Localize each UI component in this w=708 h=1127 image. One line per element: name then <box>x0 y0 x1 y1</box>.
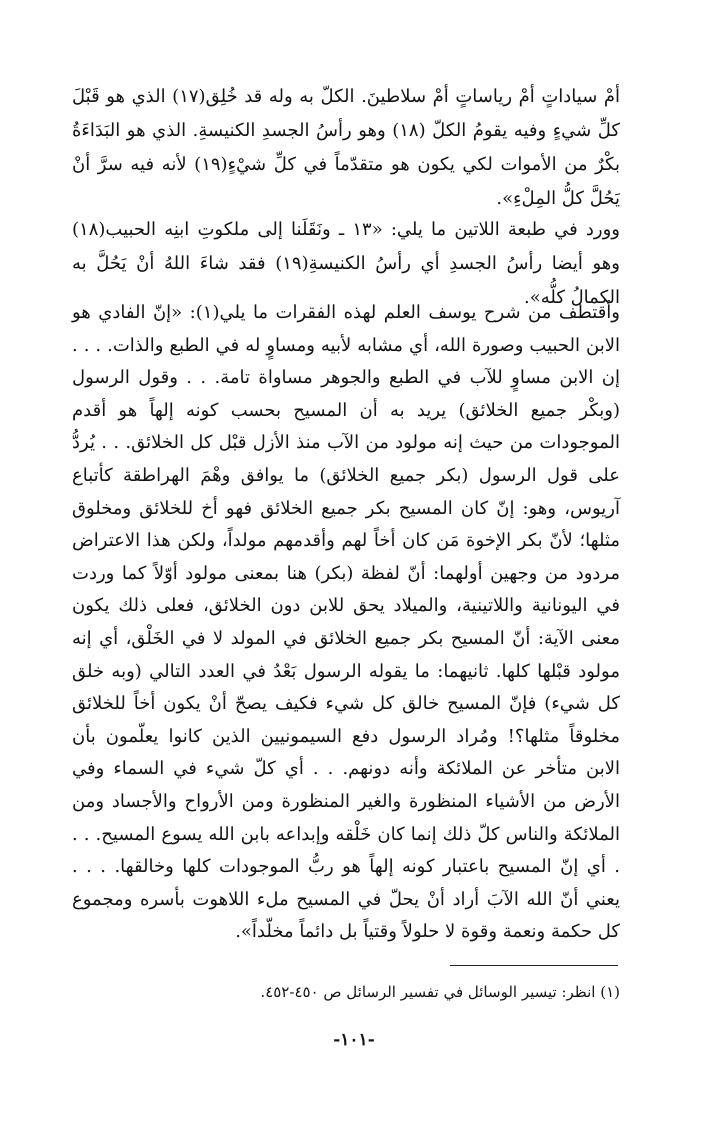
paragraph-latin-edition: وورد في طبعة اللاتين ما يلي: «١٣ ـ ونَقَلَنا إلى ملكوتِ ابنِه الحبيب(١٨) وهو أيضا رأسُ الجسدِ أي رأسُ الكنيسةِ(١٩) فقد شاءَ اللهُ أنْ يَحُلَّ به الكمالُ كلُّه». <box>72 219 620 308</box>
footnote-divider <box>450 965 618 966</box>
page-number: -١٠١- <box>333 1030 375 1050</box>
paragraph-scripture-quote: أمْ سياداتٍ أمْ رياساتٍ أمْ سلاطينَ. الكلّ به وله قد خُلِق(١٧) الذي هو قَبْلَ كلِّ شيءٍ وفيه يقومُ الكلّ (١٨) وهو رأسُ الجسدِ الكنيسةِ. الذي هو البَدَاءَةُ بكْرٌ من الأموات لكي يكون هو متقدّماً في كلِّ شيْءٍ(١٩) لأنه فيه سرَّ أنْ يَحُلَّ كلُّ المِلْءِ». <box>72 86 620 209</box>
footnote: (١) انظر: تيسير الوسائل في تفسير الرسائل ص ٤٥٠-٤٥٢. <box>260 983 620 1001</box>
paragraph-commentary: وأقتطف من شرح يوسف العلم لهذه الفقرات ما يلي(١): «إنّ الفادي هو الابن الحبيب وصورة الله، أي مشابه لأبيه ومساوٍ له في الطبع والذات. . . . إن الابن مساوٍ للآب في الطبع والجوهر مساواة تامة. . . وقول الرسول (وبكْر جميع الخلائق) يريد به أن المسيح بحسب كونه إلهاً هو أقدم الموجودات من حيث إنه مولود من الآب منذ الأزل قبْل كل الخلائق. . . يُردُّ على قول الرسول (بكر جميع الخلائق) ما يوافق وهْمَ الهراطقة كأتباع آريوس، وهو: إنّ كان المسيح بكر جميع الخلائق فهو أخ للخلائق ومخلوق مثلها؛ لأنّ بكر الإخوة مَن كان أخاً لهم وأقدمهم مولداً، ولكن هذا الاعتراض مردود من وجهين أولهما: أنّ لفظة (بكر) هنا بمعنى مولود أوّلاً كما وردت في اليونانية واللاتينية، والميلاد يحق للابن دون الخلائق، فعلى ذلك يكون معنى الآية: أنّ المسيح بكر جميع الخلائق في المولد لا في الخَلْق، أي إنه مولود قبْلها كلها. ثانيهما: ما يقوله الرسول بَعْدُ في العدد التالي (وبه خلق كل شيء) فإنّ المسيح خالق كل شيء فكيف يصحّ أنْ يكون أخاً للخلائق مخلوقاً مثلها؟! ومُراد الرسول دفع السيمونيين الذين كانوا يعلّمون بأن الابن متأخر عن الملائكة وأنه دونهم. . . أي كلّ شيء في السماء وفي الأرض من الأشياء المنظورة والغير المنظورة ومن الأرواح والأجساد ومن الملائكة والناس كلّ ذلك إنما كان خَلْقه وإبداعه بابن الله يسوع المسيح. . . . أي إنّ المسيح باعتبار كونه إلهاً هو ربُّ الموجودات كلها وخالقها. . . . يعني أنّ الله الآبَ أراد أنْ يحلّ في المسيح ملء اللاهوت بأسره ومجموع كل حكمة ونعمة وقوة لا حلولاً وقتياً بل دائماً مخلّداً». <box>72 302 620 943</box>
